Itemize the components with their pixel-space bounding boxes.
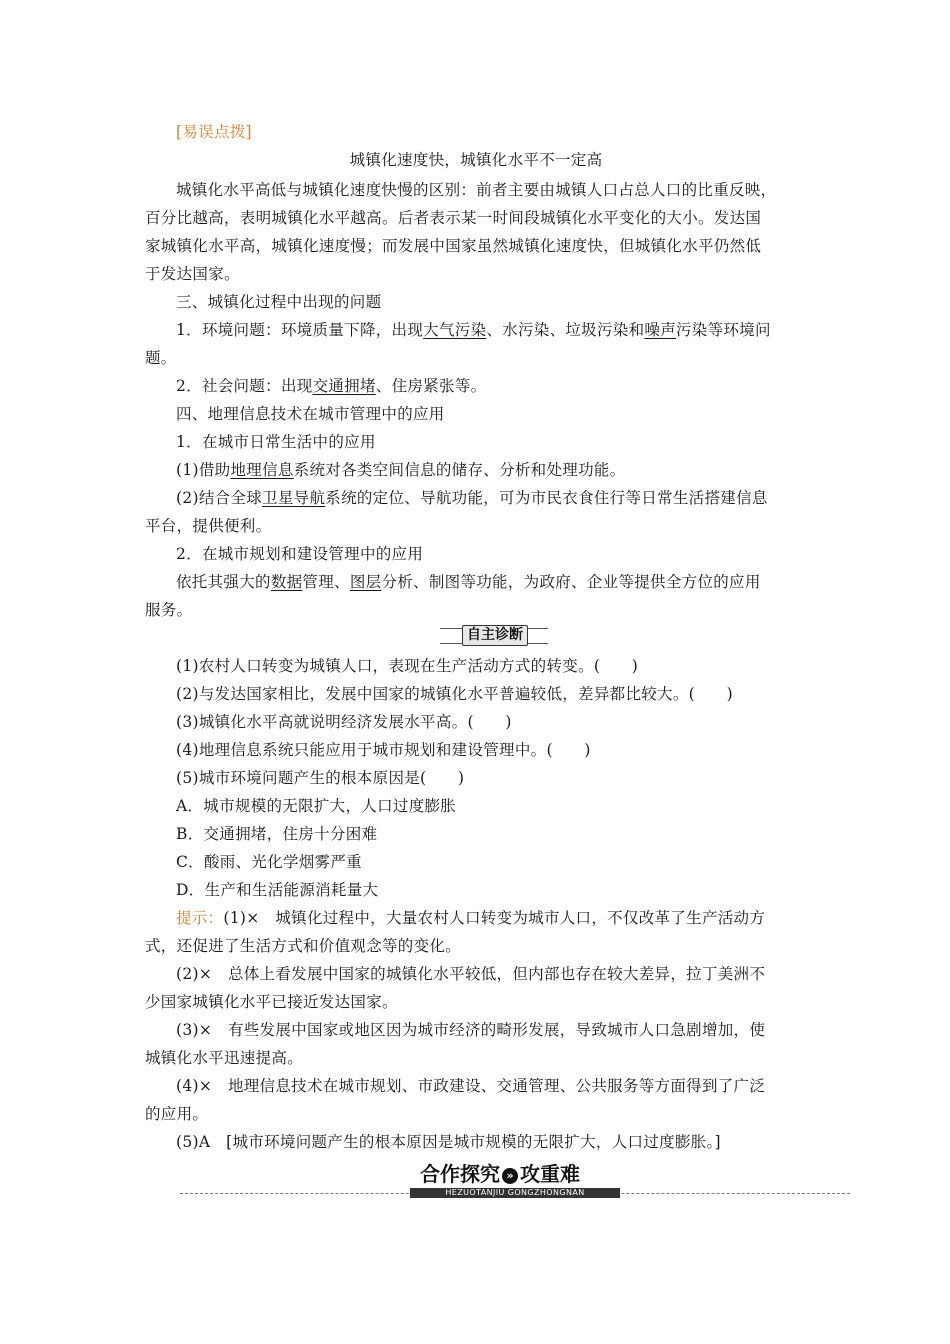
daily-item-1: (1)借助地理信息系统对各类空间信息的储存、分析和处理功能。 — [176, 461, 626, 479]
blank-answer: 大气污染 — [423, 321, 487, 339]
planning-line: 依托其强大的数据管理、图层分析、制图等功能，为政府、企业等提供全方位的应用 — [176, 573, 761, 591]
hint-1: 提示：(1)× 城镇化过程中，大量农村人口转变为城市人口，不仅改革了生产活动方 — [176, 909, 766, 927]
blank-answer: 交通拥堵 — [312, 377, 376, 395]
hint-2-cont: 少国家城镇化水平已接近发达国家。 — [145, 993, 398, 1011]
tip-body-line-3: 家城镇化水平高，城镇化速度慢；而发展中国家虽然城镇化速度快，但城镇化水平仍然低 — [145, 237, 762, 255]
question-1: (1)农村人口转变为城镇人口，表现在生产活动方式的转变。( ) — [176, 657, 639, 675]
hint-4: (4)× 地理信息技术在城市规划、市政建设、交通管理、公共服务等方面得到了广泛 — [176, 1077, 766, 1095]
blank-answer: 数据 — [270, 573, 303, 591]
question-3: (3)城镇化水平高就说明经济发展水平高。( ) — [176, 713, 512, 731]
option-b: B．交通拥堵，住房十分困难 — [176, 825, 378, 843]
self-diagnosis-badge — [440, 625, 548, 645]
tip-body-line-1: 城镇化水平高低与城镇化速度快慢的区别：前者主要由城镇人口占总人口的比重反映， — [176, 181, 777, 199]
question-4: (4)地理信息系统只能应用于城市规划和建设管理中。( ) — [176, 741, 591, 759]
section-banner — [180, 1160, 850, 1204]
option-d: D．生产和生活能源消耗量大 — [176, 881, 379, 899]
hint-5: (5)A [城市环境问题产生的根本原因是城市规模的无限扩大，人口过度膨胀。] — [176, 1133, 721, 1151]
hint-1-cont: 式，还促进了生活方式和价值观念等的变化。 — [145, 937, 462, 955]
double-chevron-right-icon: » — [502, 1168, 518, 1184]
blank-answer: 卫星导航 — [262, 489, 326, 507]
tip-title: 城镇化速度快，城镇化水平不一定高 — [349, 151, 603, 169]
hint-3-cont: 城镇化水平迅速提高。 — [145, 1049, 304, 1067]
blank-answer: 噪声 — [644, 321, 676, 339]
option-a: A．城市规模的无限扩大，人口过度膨胀 — [176, 797, 457, 815]
hint-label: 提示： — [176, 909, 224, 927]
planning-heading: 2．在城市规划和建设管理中的应用 — [176, 545, 424, 563]
blank-answer: 地理信息 — [230, 461, 294, 479]
tip-body-line-4: 于发达国家。 — [145, 265, 240, 283]
daily-item-2-cont: 平台，提供便利。 — [145, 517, 272, 535]
hint-2: (2)× 总体上看发展中国家的城镇化水平较低，但内部也存在较大差异，拉丁美洲不 — [176, 965, 766, 983]
tip-body-line-2: 百分比越高，表明城镇化水平越高。后者表示某一时间段城镇化水平变化的大小。发达国 — [145, 209, 762, 227]
self-diagnosis-label: 自主诊断 — [462, 625, 528, 646]
question-5: (5)城市环境问题产生的根本原因是( ) — [176, 769, 465, 787]
planning-line-2: 服务。 — [145, 601, 193, 619]
hint-3: (3)× 有些发展中国家或地区因为城市经济的畸形发展，导致城市人口急剧增加，使 — [176, 1021, 766, 1039]
daily-item-2: (2)结合全球卫星导航系统的定位、导航功能，可为市民衣食住行等日常生活搭建信息 — [176, 489, 768, 507]
section-3-heading: 三、城镇化过程中出现的问题 — [176, 293, 382, 311]
env-problem-line: 1．环境问题：环境质量下降，出现大气污染、水污染、垃圾污染和噪声污染等环境问 — [176, 321, 771, 339]
tip-label: [易误点拨] — [176, 123, 252, 141]
option-c: C．酸雨、光化学烟雾严重 — [176, 853, 362, 871]
hint-4-cont: 的应用。 — [145, 1105, 209, 1123]
section-4-heading: 四、地理信息技术在城市管理中的应用 — [176, 405, 445, 423]
env-problem-line-2: 题。 — [145, 349, 177, 367]
section-banner-pinyin: HEZUOTANJIU GONGZHONGNAN — [410, 1188, 620, 1198]
section-banner-title: 合作探究 » 攻重难 — [420, 1162, 580, 1186]
daily-life-heading: 1．在城市日常生活中的应用 — [176, 433, 376, 451]
question-2: (2)与发达国家相比，发展中国家的城镇化水平普遍较低，差异都比较大。( ) — [176, 685, 733, 703]
blank-answer: 图层 — [349, 573, 382, 591]
social-problem-line: 2．社会问题：出现交通拥堵、住房紧张等。 — [176, 377, 487, 395]
